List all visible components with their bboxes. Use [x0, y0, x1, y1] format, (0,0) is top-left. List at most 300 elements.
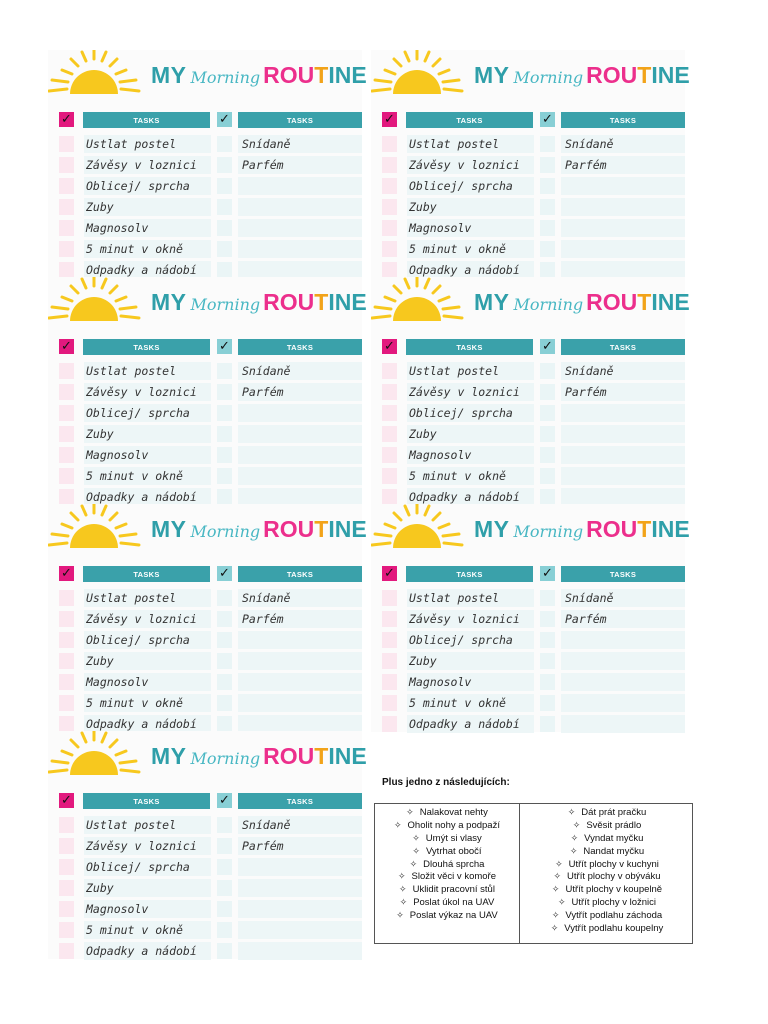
task-cell-left[interactable]: Magnosolv: [407, 219, 534, 237]
task-cell-right[interactable]: [238, 446, 362, 464]
sparkle-icon: ✧: [570, 833, 579, 844]
task-cell-right[interactable]: [238, 404, 362, 422]
task-row: [371, 382, 685, 403]
task-checkbox-left[interactable]: [59, 590, 74, 606]
task-cell-left[interactable]: Zuby: [407, 198, 534, 216]
task-checkbox-right[interactable]: [540, 447, 555, 463]
task-checkbox-left[interactable]: [382, 489, 397, 505]
task-list: [371, 588, 685, 735]
task-cell-right[interactable]: [238, 467, 362, 485]
task-cell-right[interactable]: [238, 652, 362, 670]
tasks-header-left: TASKS: [83, 339, 210, 355]
task-checkbox-right[interactable]: [217, 695, 232, 711]
task-checkbox-left[interactable]: [59, 136, 74, 152]
task-checkbox-left[interactable]: [59, 674, 74, 690]
extra-task-label: Vytřít podlahu koupelny: [564, 923, 664, 935]
task-cell-left[interactable]: Zuby: [407, 425, 534, 443]
task-checkbox-left[interactable]: [382, 405, 397, 421]
task-cell-left[interactable]: Zuby: [84, 198, 211, 216]
task-cell-right[interactable]: [238, 879, 362, 897]
task-checkbox-left[interactable]: [59, 632, 74, 648]
task-checkbox-left[interactable]: [382, 136, 397, 152]
task-cell-left[interactable]: Oblicej/ sprcha: [407, 404, 534, 422]
extra-task-item: [375, 846, 519, 859]
check-icon: ✓: [540, 339, 555, 354]
task-checkbox-left[interactable]: [59, 489, 74, 505]
task-list: [48, 588, 362, 735]
task-checkbox-left[interactable]: [59, 611, 74, 627]
task-row: [48, 815, 362, 836]
card-title: [151, 516, 367, 556]
task-checkbox-left[interactable]: [59, 838, 74, 854]
task-cell-left[interactable]: Magnosolv: [407, 673, 534, 691]
task-row: [371, 197, 685, 218]
extra-tasks-left-column: [375, 807, 519, 923]
task-cell-right[interactable]: Parfém: [238, 610, 362, 628]
task-cell-right[interactable]: [238, 425, 362, 443]
task-checkbox-right[interactable]: [217, 880, 232, 896]
task-checkbox-right[interactable]: [217, 922, 232, 938]
task-cell-right[interactable]: [238, 921, 362, 939]
task-checkbox-right[interactable]: [540, 632, 555, 648]
task-checkbox-right[interactable]: [217, 405, 232, 421]
task-checkbox-left[interactable]: [382, 653, 397, 669]
task-cell-left[interactable]: Ustlat postel: [407, 362, 534, 380]
task-cell-left[interactable]: 5 minut v okně: [407, 694, 534, 712]
task-checkbox-left[interactable]: [59, 157, 74, 173]
task-row: [48, 445, 362, 466]
card-title: [151, 289, 367, 329]
extra-task-item: [375, 859, 519, 872]
extra-task-item: [375, 833, 519, 846]
task-checkbox-right[interactable]: [217, 590, 232, 606]
title-routine: ROUTINE: [263, 516, 367, 542]
task-checkbox-left[interactable]: [59, 447, 74, 463]
task-checkbox-right[interactable]: [217, 489, 232, 505]
task-cell-left[interactable]: Odpadky a nádobí: [407, 715, 534, 733]
task-cell-right[interactable]: [238, 694, 362, 712]
task-checkbox-right[interactable]: [540, 220, 555, 236]
task-list: [48, 815, 362, 962]
card-title: [151, 743, 367, 783]
task-checkbox-right[interactable]: [217, 426, 232, 442]
extra-task-item: [520, 871, 694, 884]
task-row: [371, 714, 685, 735]
task-checkbox-right[interactable]: [217, 384, 232, 400]
task-checkbox-right[interactable]: [540, 695, 555, 711]
task-cell-left[interactable]: Odpadky a nádobí: [84, 942, 211, 960]
extra-task-label: Oholit nohy a podpaží: [407, 819, 500, 831]
task-cell-left[interactable]: Závěsy v loznici: [407, 383, 534, 401]
task-cell-left[interactable]: Ustlat postel: [84, 362, 211, 380]
extra-task-label: Dát prát pračku: [581, 807, 647, 818]
task-cell-right[interactable]: Snídaně: [238, 362, 362, 380]
extra-task-label: Nandat myčku: [583, 845, 645, 857]
task-checkbox-left[interactable]: [59, 178, 74, 194]
extra-task-item: [520, 884, 694, 897]
task-checkbox-right[interactable]: [217, 859, 232, 875]
task-checkbox-right[interactable]: [217, 611, 232, 627]
task-checkbox-right[interactable]: [540, 674, 555, 690]
task-cell-left[interactable]: 5 minut v okně: [407, 467, 534, 485]
task-cell-right[interactable]: Parfém: [238, 156, 362, 174]
task-cell-right[interactable]: [561, 177, 685, 195]
sparkle-icon: ✧: [394, 820, 402, 831]
task-cell-right[interactable]: Snídaně: [238, 589, 362, 607]
task-cell-right[interactable]: Snídaně: [561, 362, 685, 380]
card-header: [48, 504, 367, 560]
extra-task-label: Vytřít podlahu záchoda: [565, 910, 663, 922]
check-icon: ✓: [382, 339, 397, 354]
extra-task-item: [520, 923, 694, 936]
task-cell-right[interactable]: [561, 198, 685, 216]
routine-card: [48, 504, 367, 732]
task-cell-right[interactable]: Snídaně: [238, 135, 362, 153]
task-cell-left[interactable]: Magnosolv: [84, 900, 211, 918]
check-icon: ✓: [59, 566, 74, 581]
task-cell-left[interactable]: Oblicej/ sprcha: [84, 858, 211, 876]
title-morning: Morning: [513, 522, 584, 541]
task-checkbox-left[interactable]: [382, 178, 397, 194]
task-cell-left[interactable]: Zuby: [84, 879, 211, 897]
task-checkbox-right[interactable]: [540, 468, 555, 484]
task-cell-right[interactable]: [238, 177, 362, 195]
task-checkbox-left[interactable]: [382, 590, 397, 606]
tasks-header-left: TASKS: [83, 793, 210, 809]
task-cell-right[interactable]: [238, 673, 362, 691]
task-checkbox-left[interactable]: [59, 922, 74, 938]
task-checkbox-right[interactable]: [540, 241, 555, 257]
task-cell-left[interactable]: Ustlat postel: [84, 135, 211, 153]
title-morning: Morning: [190, 295, 261, 314]
task-cell-left[interactable]: Oblicej/ sprcha: [84, 177, 211, 195]
task-cell-right[interactable]: [561, 240, 685, 258]
task-cell-left[interactable]: 5 minut v okně: [84, 240, 211, 258]
sun-icon: [371, 504, 471, 560]
check-icon: ✓: [217, 566, 232, 581]
task-cell-left[interactable]: Magnosolv: [407, 446, 534, 464]
task-checkbox-left[interactable]: [382, 468, 397, 484]
tasks-header-left: TASKS: [83, 112, 210, 128]
task-checkbox-left[interactable]: [382, 447, 397, 463]
extra-task-item: [520, 897, 694, 910]
extra-task-item: [520, 820, 694, 833]
task-cell-left[interactable]: Zuby: [407, 652, 534, 670]
task-cell-left[interactable]: Závěsy v loznici: [84, 610, 211, 628]
task-checkbox-left[interactable]: [382, 262, 397, 278]
task-checkbox-right[interactable]: [540, 653, 555, 669]
task-checkbox-left[interactable]: [59, 262, 74, 278]
extra-task-item: [520, 807, 694, 820]
task-checkbox-left[interactable]: [382, 716, 397, 732]
task-list: [48, 361, 362, 508]
extra-tasks-right-column: [520, 807, 694, 936]
task-checkbox-left[interactable]: [59, 716, 74, 732]
task-row: [48, 239, 362, 260]
task-checkbox-right[interactable]: [217, 943, 232, 959]
task-cell-left[interactable]: Ustlat postel: [407, 135, 534, 153]
sun-icon: [48, 50, 148, 106]
task-cell-left[interactable]: Závěsy v loznici: [84, 837, 211, 855]
task-cell-right[interactable]: [561, 652, 685, 670]
task-checkbox-left[interactable]: [382, 199, 397, 215]
task-checkbox-right[interactable]: [217, 363, 232, 379]
task-checkbox-left[interactable]: [382, 220, 397, 236]
task-cell-right[interactable]: [561, 467, 685, 485]
extra-task-item: [520, 846, 694, 859]
task-checkbox-left[interactable]: [382, 157, 397, 173]
task-checkbox-left[interactable]: [59, 880, 74, 896]
task-cell-left[interactable]: Odpadky a nádobí: [84, 488, 211, 506]
task-row: [48, 941, 362, 962]
task-checkbox-right[interactable]: [540, 136, 555, 152]
task-cell-right[interactable]: Parfém: [238, 383, 362, 401]
task-row: [48, 878, 362, 899]
tasks-header-right: TASKS: [238, 112, 362, 128]
check-icon: ✓: [59, 339, 74, 354]
task-cell-left[interactable]: Zuby: [84, 652, 211, 670]
extra-task-item: [520, 833, 694, 846]
card-title: [474, 289, 690, 329]
task-checkbox-left[interactable]: [59, 468, 74, 484]
task-cell-left[interactable]: Ustlat postel: [84, 816, 211, 834]
task-cell-right[interactable]: [238, 631, 362, 649]
task-cell-left[interactable]: Oblicej/ sprcha: [84, 404, 211, 422]
task-checkbox-right[interactable]: [540, 363, 555, 379]
check-icon: ✓: [382, 112, 397, 127]
task-checkbox-right[interactable]: [217, 653, 232, 669]
task-checkbox-right[interactable]: [540, 611, 555, 627]
task-row: [371, 693, 685, 714]
task-checkbox-right[interactable]: [540, 199, 555, 215]
extra-task-item: [375, 910, 519, 923]
task-cell-right[interactable]: [238, 858, 362, 876]
task-checkbox-right[interactable]: [217, 632, 232, 648]
task-checkbox-right[interactable]: [217, 136, 232, 152]
check-icon: ✓: [59, 793, 74, 808]
extra-task-label: Vytrhat obočí: [425, 845, 482, 857]
task-checkbox-right[interactable]: [217, 674, 232, 690]
task-checkbox-left[interactable]: [59, 199, 74, 215]
task-cell-left[interactable]: Zuby: [84, 425, 211, 443]
task-cell-right[interactable]: Snídaně: [238, 816, 362, 834]
task-cell-left[interactable]: Závěsy v loznici: [407, 610, 534, 628]
task-cell-left[interactable]: Odpadky a nádobí: [84, 261, 211, 279]
sparkle-icon: ✧: [553, 872, 562, 883]
task-checkbox-right[interactable]: [540, 716, 555, 732]
task-checkbox-left[interactable]: [382, 611, 397, 627]
task-checkbox-left[interactable]: [382, 363, 397, 379]
task-cell-right[interactable]: [238, 219, 362, 237]
task-row: [48, 361, 362, 382]
task-checkbox-right[interactable]: [217, 199, 232, 215]
task-cell-left[interactable]: Magnosolv: [84, 446, 211, 464]
tasks-header-left: TASKS: [406, 566, 533, 582]
extra-task-item: [375, 807, 519, 820]
task-checkbox-left[interactable]: [382, 695, 397, 711]
task-row: [48, 920, 362, 941]
task-checkbox-right[interactable]: [540, 405, 555, 421]
task-cell-right[interactable]: [561, 673, 685, 691]
tasks-header-right: TASKS: [561, 339, 685, 355]
task-row: [48, 466, 362, 487]
title-my: MY: [151, 516, 187, 542]
sparkle-icon: ✧: [412, 833, 420, 844]
task-checkbox-right[interactable]: [540, 157, 555, 173]
extra-task-label: Utřít plochy v ložnici: [571, 897, 657, 909]
task-checkbox-left[interactable]: [59, 220, 74, 236]
task-cell-right[interactable]: [561, 446, 685, 464]
task-checkbox-left[interactable]: [59, 405, 74, 421]
task-checkbox-right[interactable]: [217, 716, 232, 732]
extra-task-item: [520, 910, 694, 923]
extra-task-label: Dlouhá sprcha: [423, 858, 485, 870]
task-list: [371, 134, 685, 281]
task-checkbox-right[interactable]: [217, 220, 232, 236]
task-cell-right[interactable]: [561, 694, 685, 712]
task-row: [48, 176, 362, 197]
task-cell-right[interactable]: [238, 240, 362, 258]
task-checkbox-left[interactable]: [59, 695, 74, 711]
task-cell-left[interactable]: Ustlat postel: [84, 589, 211, 607]
task-checkbox-left[interactable]: [382, 426, 397, 442]
extra-task-label: Poslat úkol na UAV: [413, 897, 495, 909]
task-row: [48, 630, 362, 651]
task-cell-left[interactable]: Odpadky a nádobí: [84, 715, 211, 733]
task-row: [371, 424, 685, 445]
task-cell-right[interactable]: Snídaně: [561, 589, 685, 607]
task-row: [371, 445, 685, 466]
extra-task-label: Utřít plochy v kuchyni: [568, 858, 659, 870]
task-checkbox-left[interactable]: [59, 426, 74, 442]
title-my: MY: [151, 743, 187, 769]
sparkle-icon: ✧: [572, 820, 581, 831]
task-checkbox-right[interactable]: [217, 241, 232, 257]
task-row: [48, 155, 362, 176]
extra-task-label: Vyndat myčku: [584, 832, 644, 844]
task-checkbox-right[interactable]: [540, 426, 555, 442]
task-checkbox-right[interactable]: [540, 489, 555, 505]
task-cell-right[interactable]: Parfém: [238, 837, 362, 855]
task-row: [48, 651, 362, 672]
task-cell-right[interactable]: [561, 404, 685, 422]
task-cell-left[interactable]: Oblicej/ sprcha: [84, 631, 211, 649]
task-cell-right[interactable]: [561, 219, 685, 237]
task-cell-left[interactable]: Magnosolv: [84, 219, 211, 237]
title-morning: Morning: [513, 68, 584, 87]
task-checkbox-right[interactable]: [217, 178, 232, 194]
task-cell-left[interactable]: Oblicej/ sprcha: [407, 631, 534, 649]
task-checkbox-left[interactable]: [59, 241, 74, 257]
task-cell-left[interactable]: Oblicej/ sprcha: [407, 177, 534, 195]
task-checkbox-left[interactable]: [59, 384, 74, 400]
task-checkbox-right[interactable]: [217, 838, 232, 854]
task-checkbox-right[interactable]: [217, 447, 232, 463]
task-checkbox-right[interactable]: [217, 901, 232, 917]
sparkle-icon: ✧: [551, 885, 560, 896]
task-checkbox-left[interactable]: [59, 817, 74, 833]
extra-task-label: Poslat výkaz na UAV: [409, 910, 498, 922]
task-row: [48, 899, 362, 920]
task-cell-right[interactable]: Snídaně: [561, 135, 685, 153]
title-routine: ROUTINE: [263, 743, 367, 769]
task-cell-left[interactable]: 5 minut v okně: [407, 240, 534, 258]
sparkle-icon: ✧: [399, 898, 408, 909]
sparkle-icon: ✧: [550, 924, 559, 935]
task-cell-right[interactable]: [238, 198, 362, 216]
task-row: [371, 403, 685, 424]
extra-task-label: Uklidit pracovní stůl: [412, 884, 495, 896]
title-routine: ROUTINE: [586, 289, 690, 315]
task-checkbox-left[interactable]: [382, 632, 397, 648]
title-morning: Morning: [190, 749, 261, 768]
task-checkbox-left[interactable]: [59, 943, 74, 959]
task-cell-left[interactable]: 5 minut v okně: [84, 467, 211, 485]
task-checkbox-right[interactable]: [540, 590, 555, 606]
task-cell-right[interactable]: Parfém: [561, 610, 685, 628]
routine-card: [48, 50, 367, 278]
check-icon: ✓: [540, 566, 555, 581]
task-cell-left[interactable]: Odpadky a nádobí: [407, 261, 534, 279]
task-cell-left[interactable]: Odpadky a nádobí: [407, 488, 534, 506]
task-checkbox-right[interactable]: [217, 817, 232, 833]
task-cell-left[interactable]: Závěsy v loznici: [84, 383, 211, 401]
task-checkbox-left[interactable]: [382, 384, 397, 400]
task-checkbox-right[interactable]: [217, 468, 232, 484]
task-cell-left[interactable]: Ustlat postel: [407, 589, 534, 607]
task-checkbox-left[interactable]: [382, 674, 397, 690]
task-checkbox-right[interactable]: [217, 262, 232, 278]
extra-tasks-box: [374, 803, 693, 944]
task-cell-right[interactable]: [561, 631, 685, 649]
task-checkbox-left[interactable]: [59, 363, 74, 379]
task-checkbox-right[interactable]: [540, 178, 555, 194]
task-row: [371, 466, 685, 487]
task-checkbox-left[interactable]: [382, 241, 397, 257]
extra-task-label: Utřít plochy v koupelně: [565, 884, 663, 896]
task-cell-left[interactable]: 5 minut v okně: [84, 921, 211, 939]
title-morning: Morning: [190, 68, 261, 87]
task-checkbox-left[interactable]: [59, 653, 74, 669]
task-list: [371, 361, 685, 508]
task-cell-right[interactable]: Parfém: [561, 383, 685, 401]
task-cell-left[interactable]: Magnosolv: [84, 673, 211, 691]
extra-task-label: Utřít plochy v obýváku: [567, 871, 661, 883]
task-checkbox-right[interactable]: [217, 157, 232, 173]
task-cell-right[interactable]: [561, 715, 685, 733]
task-row: [371, 239, 685, 260]
task-cell-right[interactable]: [238, 900, 362, 918]
task-row: [48, 218, 362, 239]
task-cell-right[interactable]: Parfém: [561, 156, 685, 174]
task-cell-left[interactable]: Závěsy v loznici: [84, 156, 211, 174]
extra-tasks-title: Plus jedno z následujících:: [382, 777, 510, 788]
task-checkbox-right[interactable]: [540, 262, 555, 278]
task-cell-right[interactable]: [238, 942, 362, 960]
task-cell-left[interactable]: 5 minut v okně: [84, 694, 211, 712]
extra-task-item: [375, 871, 519, 884]
task-cell-right[interactable]: [561, 425, 685, 443]
task-checkbox-left[interactable]: [59, 901, 74, 917]
extra-task-item: [375, 897, 519, 910]
task-cell-left[interactable]: Závěsy v loznici: [407, 156, 534, 174]
task-checkbox-right[interactable]: [540, 384, 555, 400]
sun-icon: [371, 50, 471, 106]
title-my: MY: [474, 289, 510, 315]
task-row: [48, 693, 362, 714]
task-checkbox-left[interactable]: [59, 859, 74, 875]
sun-icon: [48, 504, 148, 560]
